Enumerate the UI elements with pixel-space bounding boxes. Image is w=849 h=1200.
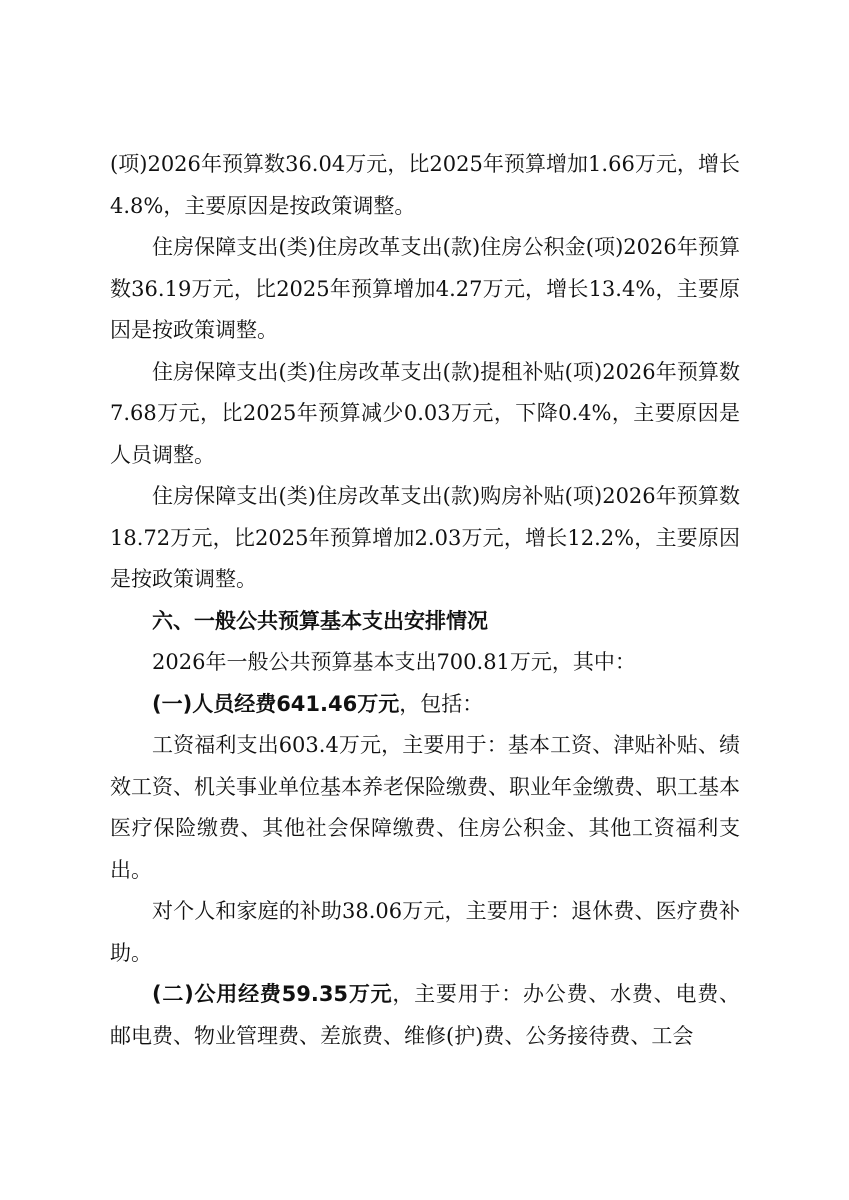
personnel-expenses-rest: ，包括： xyxy=(399,691,484,716)
paragraph-public-expenses xyxy=(110,974,740,1057)
personnel-expenses-label: (一)人员经费641.46万元 xyxy=(152,691,400,716)
paragraph-housing-provident-fund: 住房保障支出(类)住房改革支出(款)住房公积金(项)2026年预算数36.19万元，比2025年预算增加4.27万元，增长13.4%，主要原因是按政策调整。 xyxy=(110,235,740,342)
paragraph-housing-item-continued: (项)2026年预算数36.04万元，比2025年预算增加1.66万元，增长4.8%，主要原因是按政策调整。 xyxy=(110,152,740,218)
paragraph-rent-subsidy: 住房保障支出(类)住房改革支出(款)提租补贴(项)2026年预算数7.68万元，比2025年预算减少0.03万元，下降0.4%，主要原因是人员调整。 xyxy=(110,359,740,467)
paragraph-salary-welfare: 工资福利支出603.4万元，主要用于：基本工资、津贴补贴、绩效工资、机关事业单位基本养老保险缴费、职业年金缴费、职工基本医疗保险缴费、其他社会保障缴费、住房公积金、其他工资福利支出。 xyxy=(110,733,740,882)
paragraph-individual-family-subsidy: 对个人和家庭的补助38.06万元，主要用于：退休费、医疗费补助。 xyxy=(110,899,740,965)
public-expenses-label: (二)公用经费59.35万元 xyxy=(152,982,393,1006)
paragraph-housing-purchase-subsidy: 住房保障支出(类)住房改革支出(款)购房补贴(项)2026年预算数18.72万元，比2025年预算增加2.03万元，增长12.2%，主要原因是按政策调整。 xyxy=(110,484,740,591)
paragraph-basic-expenditure-total: 2026年一般公共预算基本支出700.81万元，其中： xyxy=(152,650,636,674)
document-body xyxy=(110,144,740,1057)
public-expenses-rest: ，主要用于：办公费、水费、电费、邮电费、物业管理费、差旅费、维修(护)费、公务接待费、工会 xyxy=(110,982,740,1048)
section-heading-basic-expenditure: 六、一般公共预算基本支出安排情况 xyxy=(152,608,488,633)
paragraph-personnel-expenses xyxy=(110,684,740,726)
